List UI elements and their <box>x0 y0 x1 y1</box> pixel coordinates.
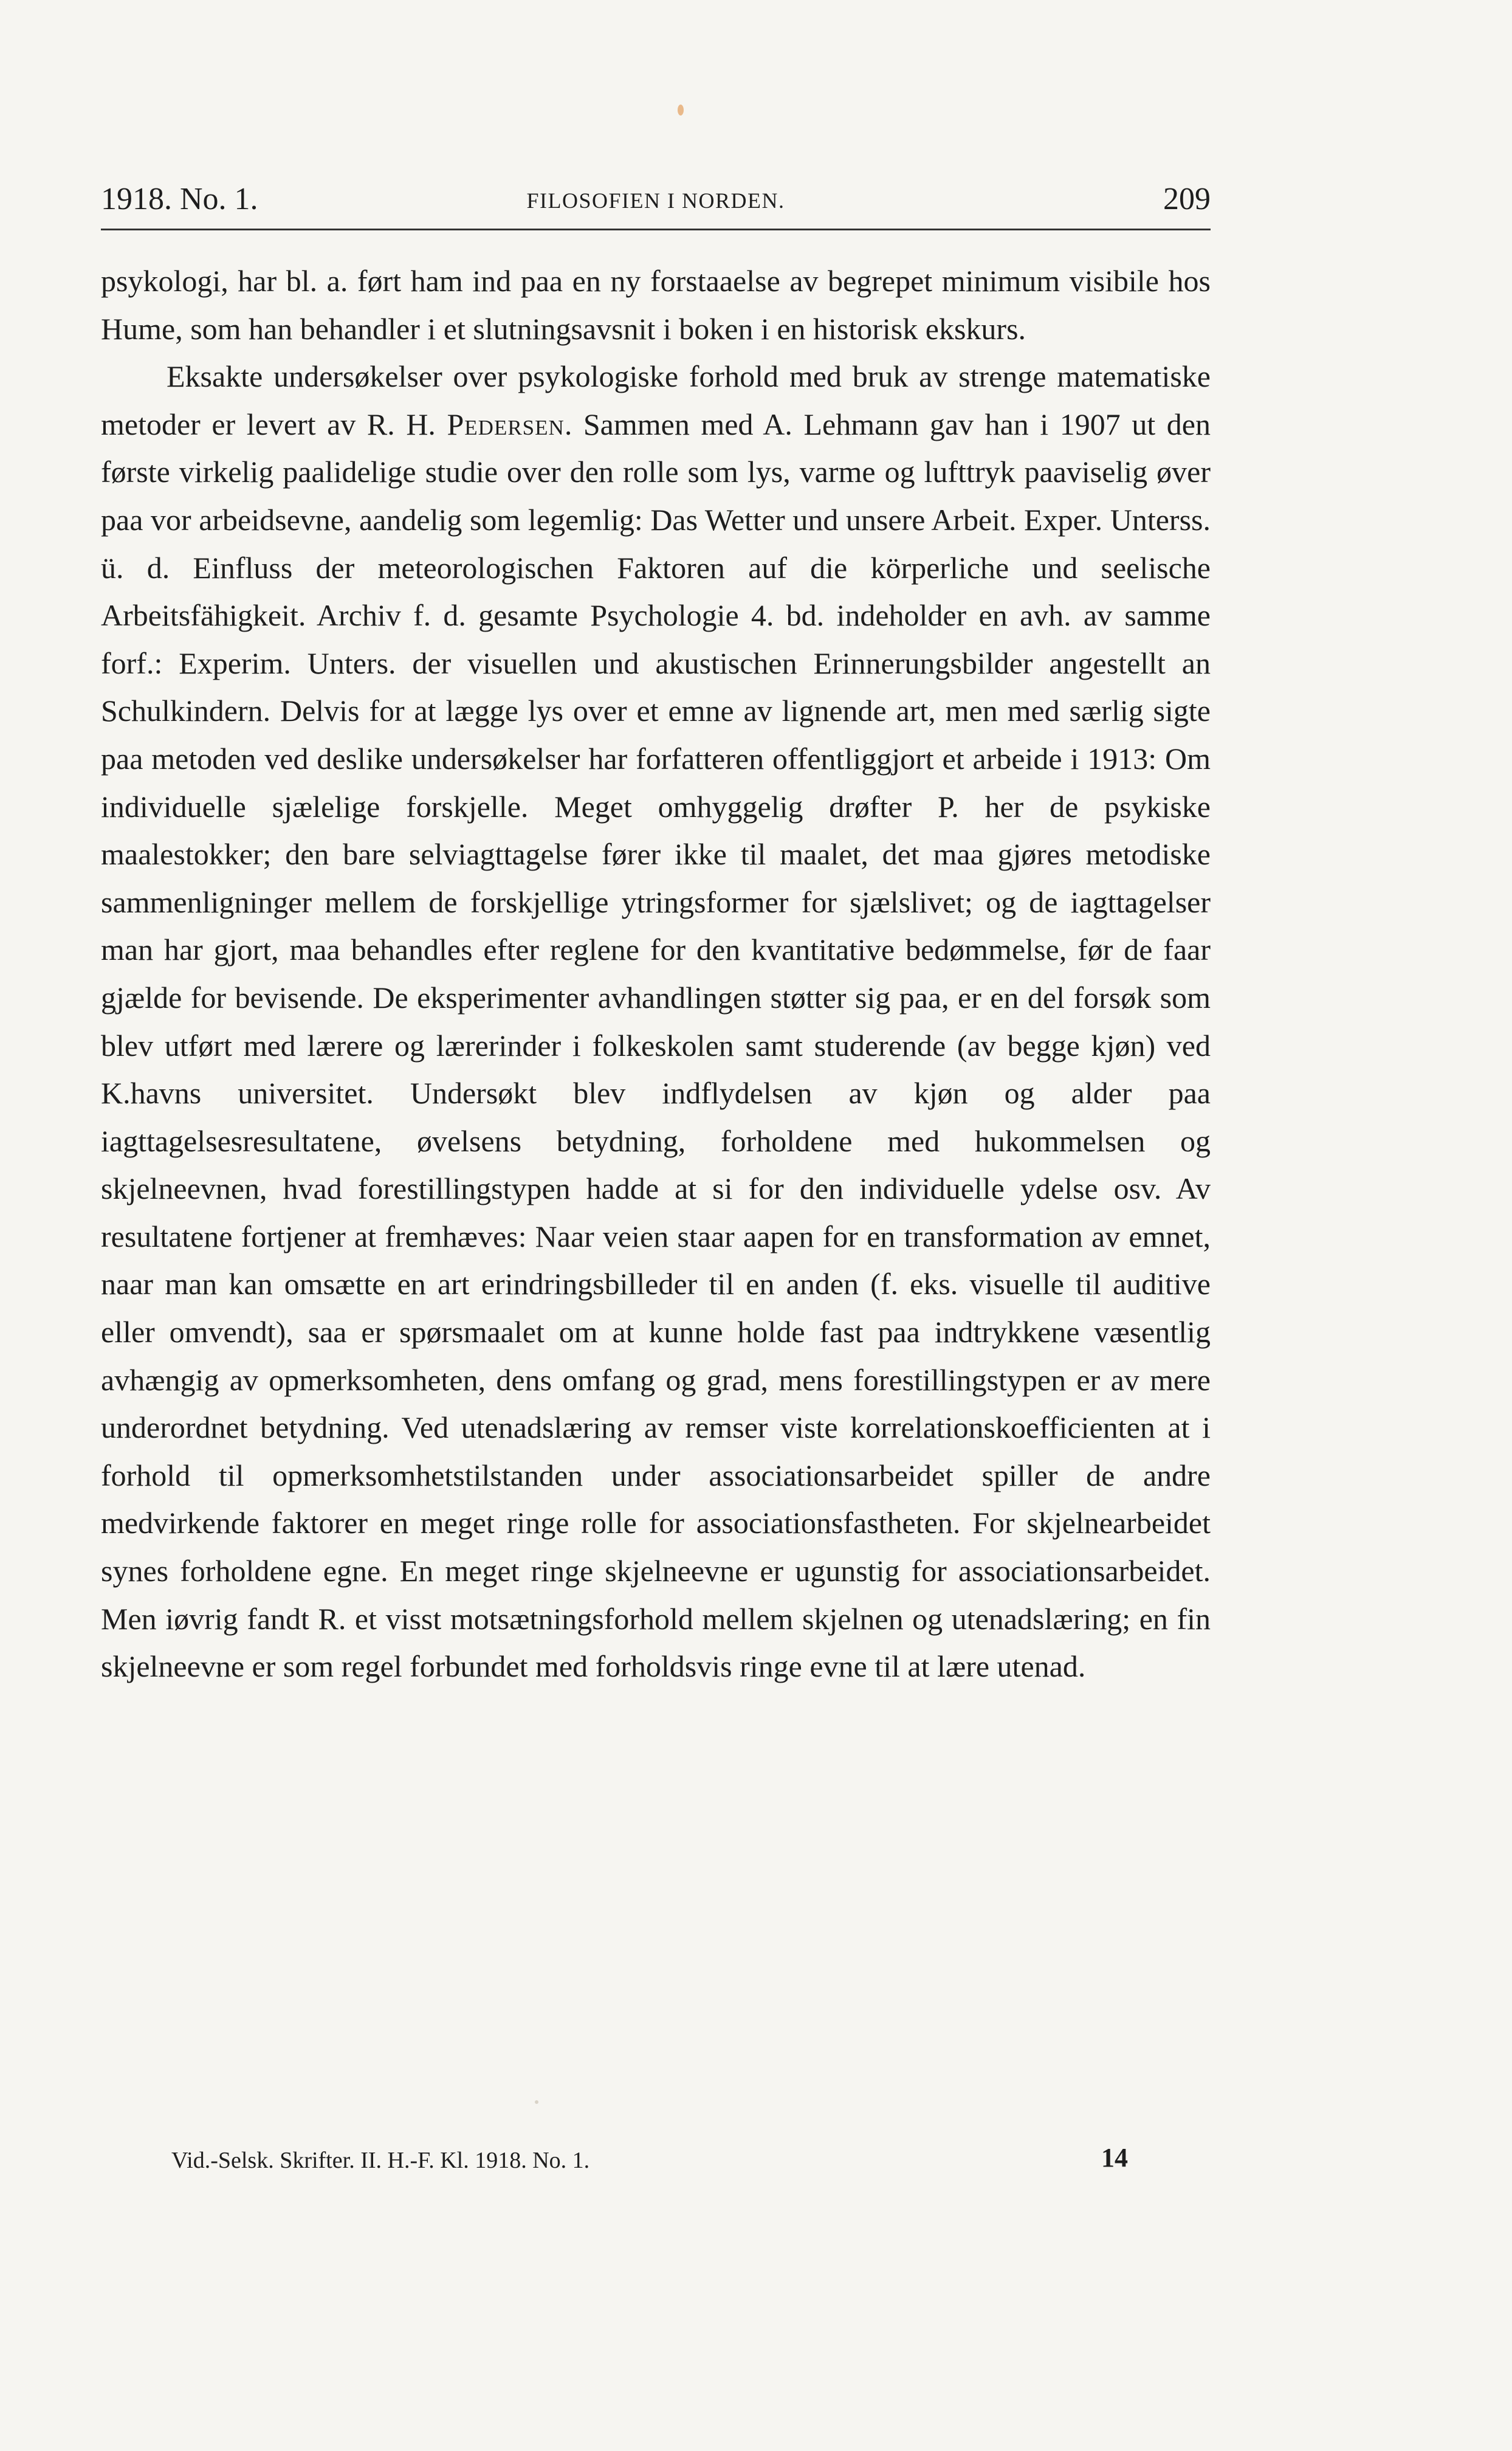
paragraph-2 <box>101 353 1211 1691</box>
header-title: FILOSOFIEN I NORDEN. <box>526 188 785 213</box>
running-header <box>101 176 1211 225</box>
author-name-smallcaps: Pedersen <box>447 407 565 441</box>
paragraph-2-text-a: Eksakte undersøkelser over psykologiske forhold med bruk av strenge matematiske metoder er levert av R. H. <box>101 359 1211 441</box>
footer-signature-mark: 14 <box>1101 2143 1128 2173</box>
paragraph-1: psykologi, har bl. a. ført ham ind paa en ny forstaaelse av begrepet minimum visibile hos Hume, som han behandler i et slutningsavsnit i boken i en historisk ekskurs. <box>101 264 1211 346</box>
footer-publication: Vid.-Selsk. Skrifter. II. H.-F. Kl. 1918. No. 1. <box>171 2148 590 2173</box>
page-number: 209 <box>1163 182 1211 216</box>
paper-speck <box>678 105 684 115</box>
main-text <box>101 257 1211 1691</box>
header-rule <box>101 229 1211 230</box>
paper-speck-small <box>535 2100 538 2104</box>
header-issue: 1918. No. 1. <box>101 182 258 216</box>
paragraph-2-text-b: . Sammen med A. Lehmann gav han i 1907 ut den første virkelig paalidelige studie over den rolle som lys, varme og lufttryk paaviselig øver paa vor arbeidsevne, aandelig som legemlig: Das Wetter und unsere Arbeit. Exper. Unterss. ü. d. Einfluss der meteorologischen Faktoren auf die körperliche und seelische Arbeitsfähigkeit. Archiv f. d. gesamte Psychologie 4. bd. indeholder en avh. av samme forf.: Experim. Unters. der visuellen und akustischen Erinnerungsbilder angestellt an Schulkindern. Delvis for at lægge lys over et emne av lignende art, men med særlig sigte paa metoden ved deslike undersøkelser har forfatteren offentliggjort et arbeide i 1913: Om individuelle sjælelige forskjelle. Meget omhyggelig drøfter P. her de psykiske maalestokker; den bare selviagttagelse fører ikke til maalet, det maa gjøres metodiske sammenligninger mellem de forskjellige ytringsformer for sjælslivet; og de iagttagelser man har gjort, maa behandles efter reglene for den kvantitative bedømmelse, før de faar gjælde for bevisende. De eksperimenter avhandlingen støtter sig paa, er en del forsøk som blev utført med lærere og lærerinder i folkeskolen samt studerende (av begge kjøn) ved K.havns universitet. Undersøkt blev indflydelsen av kjøn og alder paa iagttagelsesresultatene, øvelsens betydning, forholdene med hukommelsen og skjelneevnen, hvad forestillingstypen hadde at si for den individuelle ydelse osv. Av resultatene fortjener at fremhæves: Naar veien staar aapen for en transformation av emnet, naar man kan omsætte en art erindringsbilleder til en anden (f. eks. visuelle til auditive eller omvendt), saa er spørsmaalet om at kunne holde fast paa indtrykkene væsentlig avhængig av opmerksomheten, dens omfang og grad, mens forestillingstypen er av mere underordnet betydning. Ved utenadslæring av remser viste korrelationskoefficienten at i forhold til opmerksomhetstilstanden under associationsarbeidet spiller de andre medvirkende faktorer en meget ringe rolle for associationsfastheten. For skjelnearbeidet synes forholdene egne. En meget ringe skjelneevne er ugunstig for associationsarbeidet. Men iøvrig fandt R. et visst motsætningsforhold mellem skjelnen og utenadslæring; en fin skjelneevne er som regel forbundet med forholdsvis ringe evne til at lære utenad. <box>101 407 1211 1684</box>
page-footer <box>171 2140 1144 2182</box>
